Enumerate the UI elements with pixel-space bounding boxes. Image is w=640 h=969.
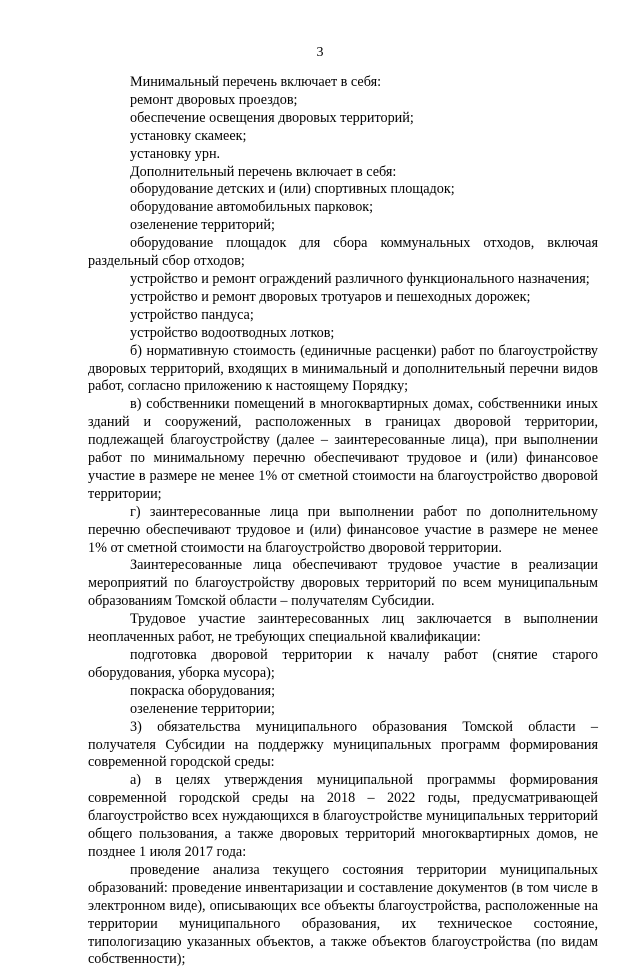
paragraph: г) заинтересованные лица при выполнении работ по дополнительному перечню обеспечивают трудовое и (или) финансовое участие в размере не менее 1% от сметной стоимости на благоустройство дворовой территории. bbox=[88, 503, 598, 556]
paragraph: устройство водоотводных лотков; bbox=[130, 324, 335, 341]
paragraph: покраска оборудования; bbox=[130, 682, 276, 699]
paragraph: установку скамеек; bbox=[130, 127, 247, 144]
paragraph: проведение анализа текущего состояния территории муниципальных образований: проведение инвентаризации и составление документов (в том числе в электронном виде), описывающих все объекты благоустройства, расположенные на территории муниципального образования, их техническое состояние, типологизацию указанных объектов, а также объектов благоустройства (по видам собственности); bbox=[88, 861, 598, 968]
paragraph: устройство и ремонт ограждений различного функционального назначения; bbox=[130, 270, 590, 287]
paragraph: подготовка дворовой территории к началу работ (снятие старого оборудования, уборка мусора); bbox=[88, 647, 598, 681]
paragraph: оборудование детских и (или) спортивных площадок; bbox=[130, 181, 455, 198]
paragraph: установку урн. bbox=[130, 145, 221, 162]
paragraph: а) в целях утверждения муниципальной программы формирования современной городской среды на 2018 – 2022 годы, предусматривающей благоустройство всех нуждающихся в благоустройстве муниципальных территорий общего пользования, а также дворовых территорий многоквартирных домов, не позднее 1 июля 2017 года: bbox=[88, 772, 598, 860]
paragraph: Трудовое участие заинтересованных лиц заключается в выполнении неоплаченных работ, не требующих специальной квалификации: bbox=[88, 611, 598, 646]
paragraph: Заинтересованные лица обеспечивают трудовое участие в реализации мероприятий по благоустройству дворовых территорий по всем муниципальным образованиям Томской области – получателям Субсидии. bbox=[88, 557, 598, 610]
paragraph: б) нормативную стоимость (единичные расценки) работ по благоустройству дворовых территорий, входящих в минимальный и дополнительный перечни видов работ, согласно приложению к настоящему Порядку; bbox=[88, 342, 598, 395]
paragraph: оборудование автомобильных парковок; bbox=[130, 199, 374, 216]
paragraph: в) собственники помещений в многоквартирных домах, собственники иных зданий и сооружений, расположенных в границах дворовой территории, подлежащей благоустройству (далее – заинтересованные лица), при выполнении работ по минимальному перечню обеспечивают трудовое и (или) финансовое участие в размере не менее 1% от сметной стоимости на благоустройство дворовой территории; bbox=[88, 396, 598, 502]
paragraph: ремонт дворовых проездов; bbox=[130, 91, 298, 108]
paragraph: озеленение территории; bbox=[130, 700, 275, 717]
paragraph: 3) обязательства муниципального образования Томской области – получателя Субсидии на поддержку муниципальных программ формирования современной городской среды: bbox=[88, 718, 598, 771]
paragraph: оборудование площадок для сбора коммунальных отходов, включая раздельный сбор отходов; bbox=[88, 235, 598, 270]
paragraph: устройство и ремонт дворовых тротуаров и пешеходных дорожек; bbox=[130, 288, 531, 305]
document-body bbox=[88, 74, 598, 969]
paragraph: Дополнительный перечень включает в себя: bbox=[130, 163, 397, 180]
paragraph: устройство пандуса; bbox=[130, 306, 254, 323]
paragraph: обеспечение освещения дворовых территорий; bbox=[130, 109, 414, 126]
page-number: 3 bbox=[316, 45, 324, 60]
paragraph: озеленение территорий; bbox=[130, 217, 275, 234]
paragraph: Минимальный перечень включает в себя: bbox=[130, 74, 382, 90]
